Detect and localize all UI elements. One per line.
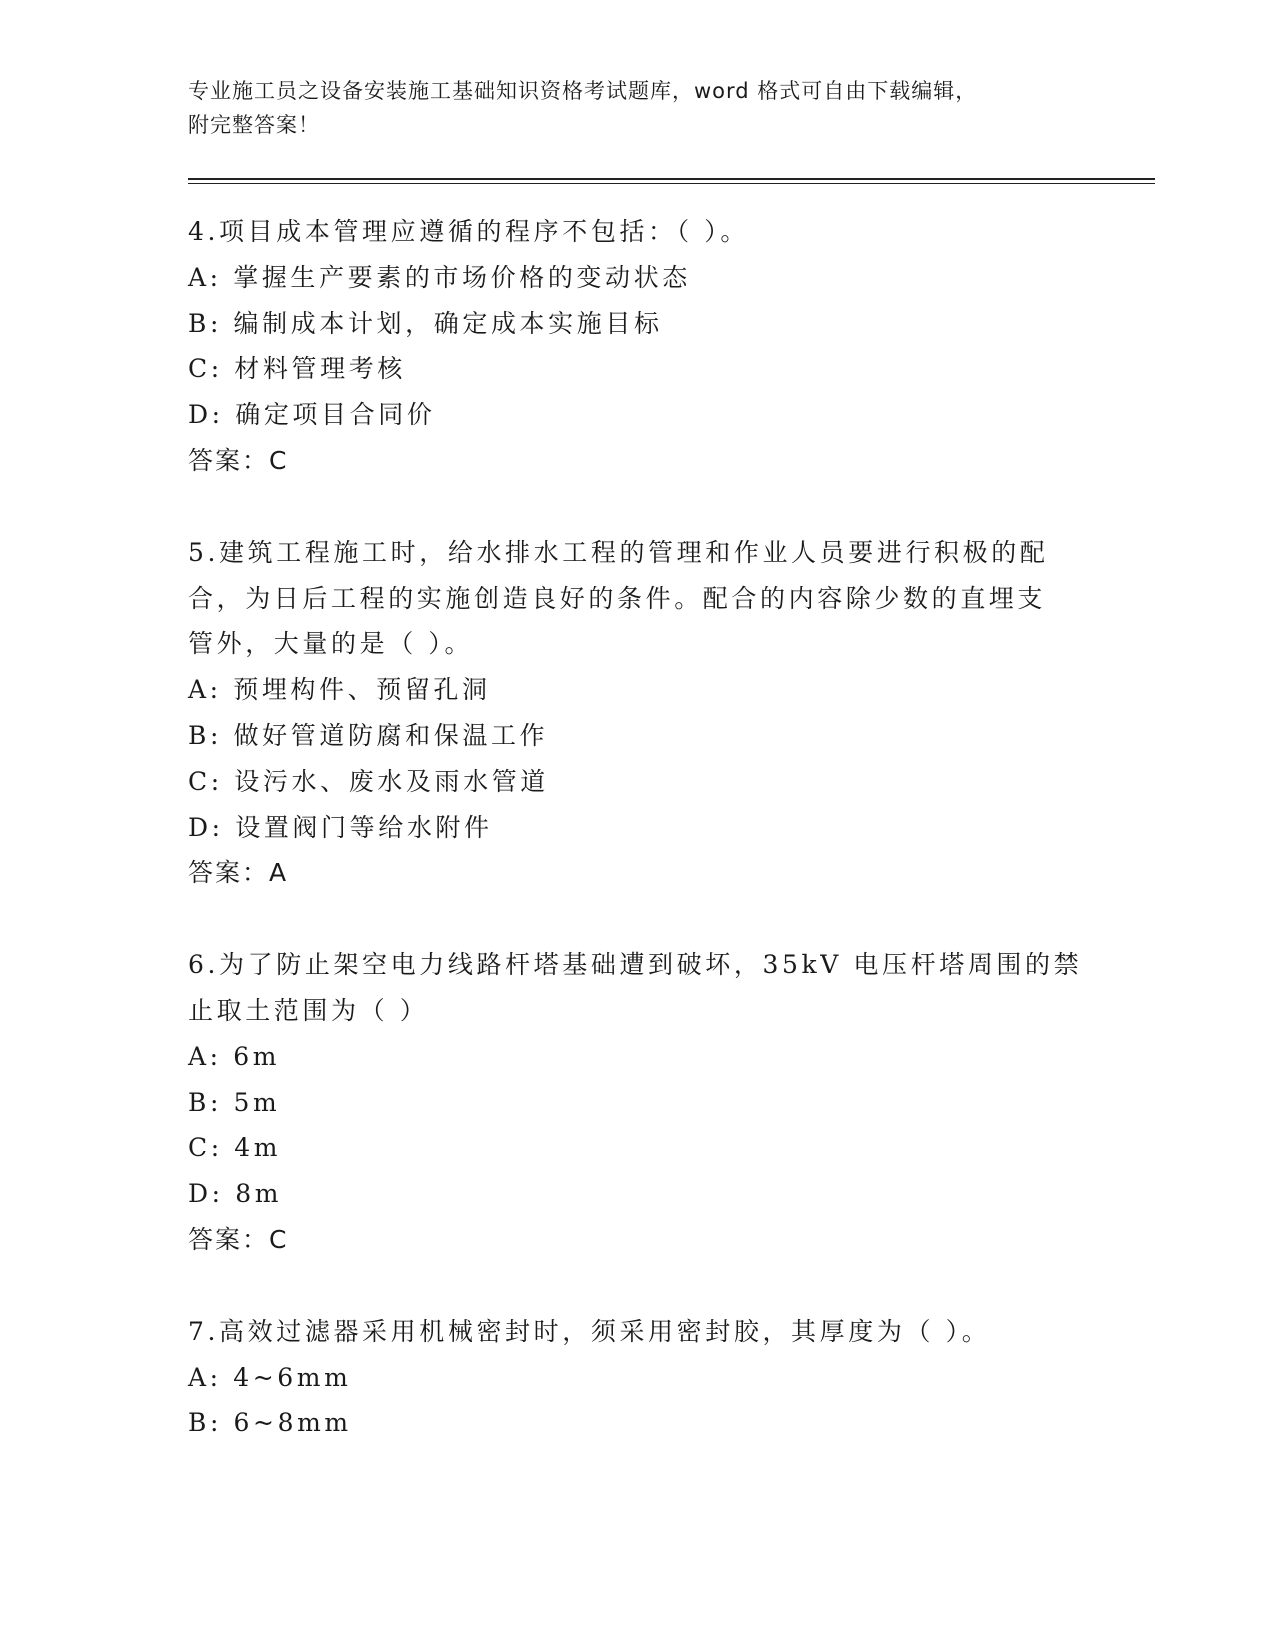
option-d: D: 设置阀门等给水附件 xyxy=(188,812,493,842)
option-a: A: 预埋构件、预留孔洞 xyxy=(188,675,491,705)
answer: 答案：A xyxy=(188,858,289,888)
question-stem-line-1: 5.建筑工程施工时，给水排水工程的管理和作业人员要进行积极的配 xyxy=(188,537,1049,567)
option-a: A: 掌握生产要素的市场价格的变动状态 xyxy=(188,262,691,292)
option-a: A: 4~6mm xyxy=(188,1362,352,1392)
header-divider xyxy=(188,178,1155,184)
question-stem: 4.项目成本管理应遵循的程序不包括：（ ）。 xyxy=(188,217,750,246)
question-5 xyxy=(188,530,1088,896)
option-d: D: 8m xyxy=(188,1179,283,1209)
option-d: D: 确定项目合同价 xyxy=(188,400,436,430)
option-b: B: 编制成本计划，确定成本实施目标 xyxy=(188,308,663,338)
document-header xyxy=(188,74,1068,142)
answer: 答案：C xyxy=(188,1224,289,1254)
question-stem-line-1: 6.为了防止架空电力线路杆塔基础遭到破坏，35kV 电压杆塔周围的禁 xyxy=(188,950,1083,980)
spacer xyxy=(188,896,1088,942)
question-stem-line-2: 止取土范围为（ ） xyxy=(188,995,429,1025)
header-line-2: 附完整答案！ xyxy=(188,113,320,137)
question-4 xyxy=(188,209,1088,484)
spacer xyxy=(188,484,1088,530)
option-c: C: 4m xyxy=(188,1133,282,1163)
option-a: A: 6m xyxy=(188,1041,281,1071)
question-7 xyxy=(188,1309,1088,1446)
option-b: B: 做好管道防腐和保温工作 xyxy=(188,720,549,750)
question-stem: 7.高效过滤器采用机械密封时，须采用密封胶，其厚度为（ ）。 xyxy=(188,1316,991,1346)
option-b: B: 5m xyxy=(188,1087,281,1117)
option-c: C: 材料管理考核 xyxy=(188,354,406,384)
option-c: C: 设污水、废水及雨水管道 xyxy=(188,766,549,796)
question-6 xyxy=(188,942,1088,1263)
question-stem-line-3: 管外，大量的是（ ）。 xyxy=(188,629,474,659)
question-stem-line-2: 合，为日后工程的实施创造良好的条件。配合的内容除少数的直埋支 xyxy=(188,583,1047,613)
answer: 答案：C xyxy=(188,445,289,475)
header-line-1: 专业施工员之设备安装施工基础知识资格考试题库，word 格式可自由下载编辑， xyxy=(188,79,978,103)
spacer xyxy=(188,1263,1088,1309)
question-list xyxy=(188,209,1088,1446)
option-b: B: 6~8mm xyxy=(188,1408,352,1438)
